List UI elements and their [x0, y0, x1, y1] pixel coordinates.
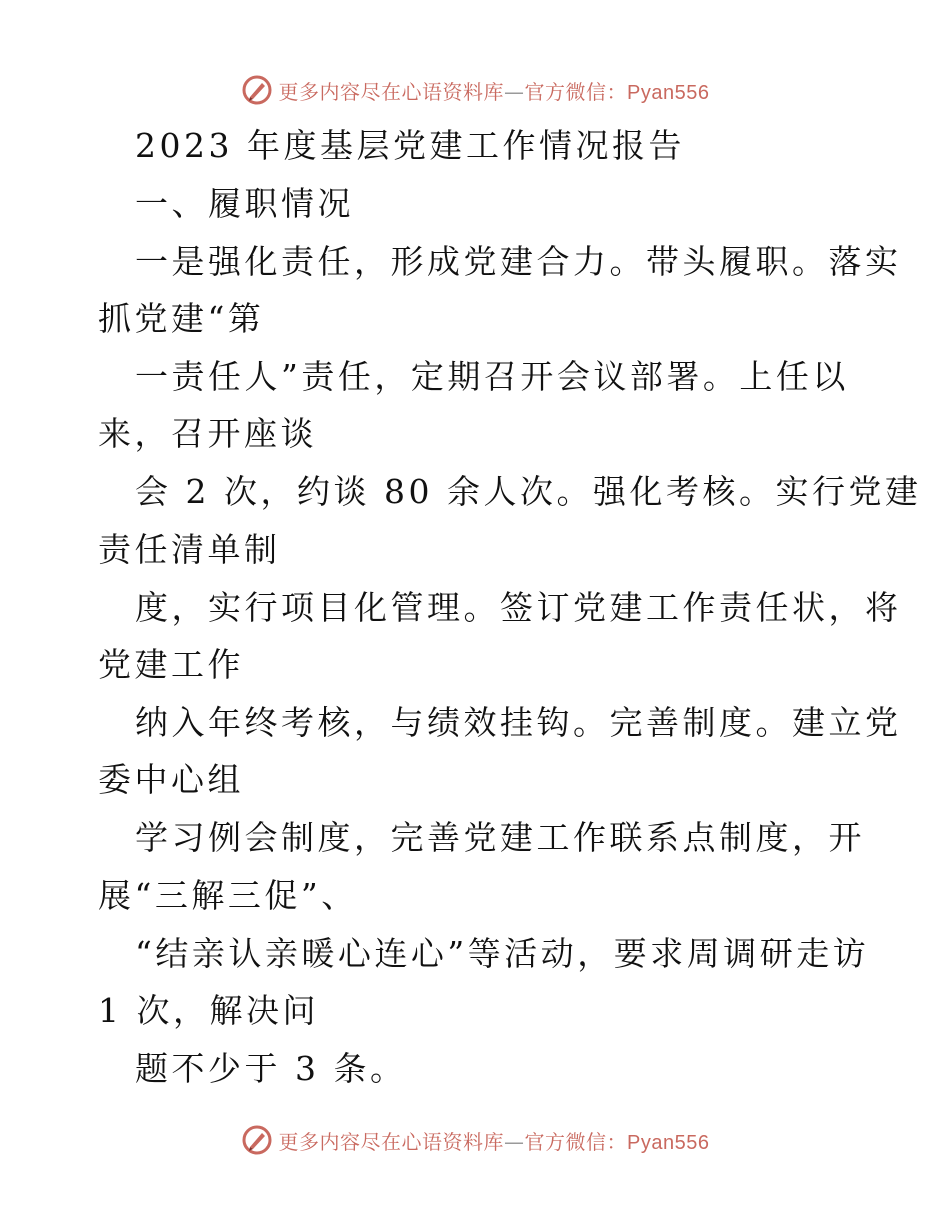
watermark-main-text: 更多内容尽在心语资料库 [278, 1129, 505, 1154]
pen-circle-logo-icon [241, 1124, 273, 1156]
paragraph-line: 1 次，解决问 [98, 991, 319, 1030]
watermark-sub-text: 官方微信： [524, 1129, 628, 1154]
paragraph-line: 度，实行项目化管理。签订党建工作责任状，将 [135, 588, 902, 627]
section-heading: 一、履职情况 [135, 184, 354, 223]
paragraph-line: 党建工作 [98, 645, 244, 684]
document-title: 2023 年度基层党建工作情况报告 [135, 126, 685, 165]
paragraph-line: 来，召开座谈 [98, 414, 317, 453]
paragraph-line: 会 2 次，约谈 80 余人次。强化考核。实行党建 [135, 472, 922, 511]
watermark-footer [0, 1120, 950, 1160]
watermark-id-text: Pyan556 [627, 81, 710, 104]
watermark-header [0, 70, 950, 110]
paragraph-line: 纳入年终考核，与绩效挂钩。完善制度。建立党 [135, 703, 902, 742]
watermark-text [279, 1126, 710, 1155]
paragraph-line: “结亲认亲暖心连心”等活动，要求周调研走访 [135, 934, 870, 973]
paragraph-line: 一是强化责任，形成党建合力。带头履职。落实 [135, 242, 902, 281]
paragraph-line: 责任清单制 [98, 530, 281, 569]
paragraph-line: 题不少于 3 条。 [135, 1049, 407, 1088]
paragraph-line: 学习例会制度，完善党建工作联系点制度，开 [135, 818, 865, 857]
paragraph-line: 一责任人”责任，定期召开会议部署。上任以 [135, 357, 849, 396]
watermark-text [279, 76, 710, 105]
watermark-dash: — [504, 1129, 525, 1154]
watermark-dash: — [504, 79, 525, 104]
paragraph-line: 委中心组 [98, 760, 244, 799]
paragraph-line: 抓党建“第 [98, 299, 265, 338]
watermark-id-text: Pyan556 [627, 1131, 710, 1154]
watermark-sub-text: 官方微信： [524, 79, 628, 104]
pen-circle-logo-icon [241, 74, 273, 106]
paragraph-line: 展“三解三促”、 [98, 876, 358, 915]
watermark-main-text: 更多内容尽在心语资料库 [278, 79, 505, 104]
